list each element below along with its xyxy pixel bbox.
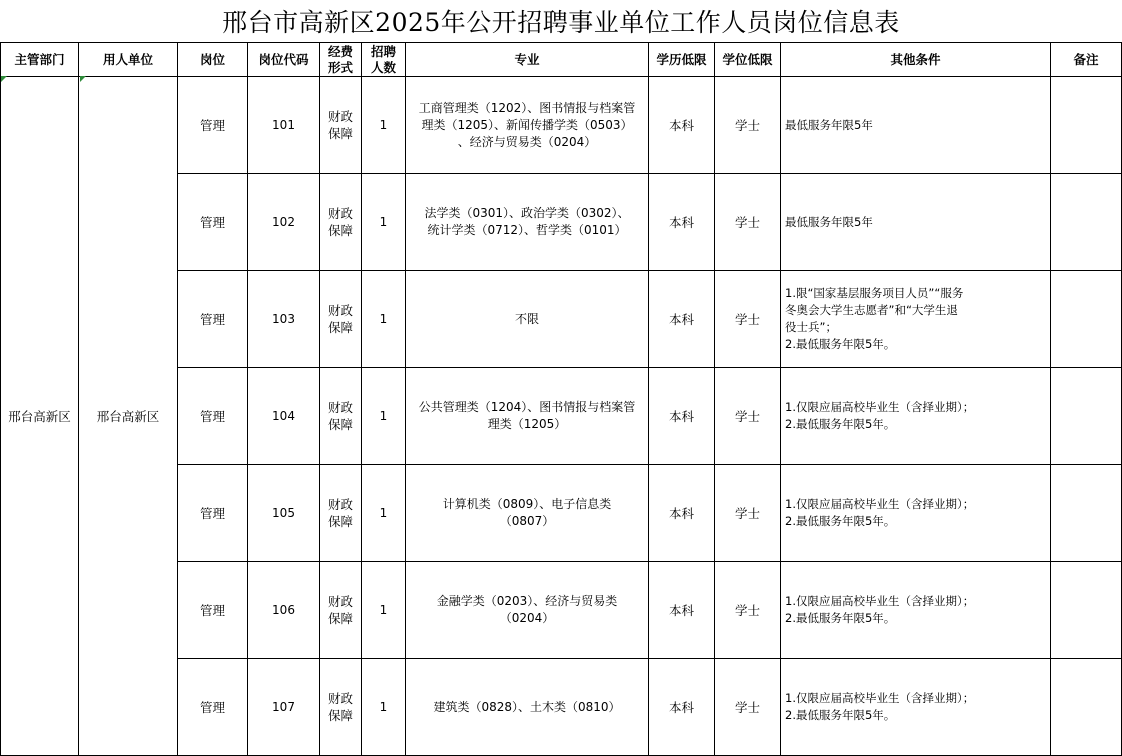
code-cell: 102	[248, 174, 320, 271]
funding-cell	[320, 465, 362, 562]
remark-cell	[1051, 368, 1122, 465]
funding-line: 财政	[327, 109, 353, 124]
funding-cell	[320, 174, 362, 271]
degree-cell: 学士	[715, 271, 781, 368]
condition-line: 最低服务年限5年	[785, 214, 873, 229]
major-line: 工商管理类（1202）、图书情报与档案管	[418, 100, 636, 115]
edu-cell: 本科	[649, 77, 715, 174]
condition-line: 2.最低服务年限5年。	[785, 337, 896, 351]
funding-line: 财政	[327, 594, 353, 609]
post-cell: 管理	[178, 174, 248, 271]
cell-comment-marker	[1, 76, 7, 82]
condition-line: 冬奥会大学生志愿者”和“大学生退	[785, 303, 958, 317]
major-line: （0807）	[499, 514, 555, 528]
major-line: 计算机类（0809）、电子信息类	[442, 497, 612, 511]
condition-line: 2.最低服务年限5年。	[785, 514, 896, 528]
remark-cell	[1051, 271, 1122, 368]
edu-cell: 本科	[649, 271, 715, 368]
major-cell	[406, 271, 649, 368]
degree-cell: 学士	[715, 77, 781, 174]
major-line: 理类（1205）	[487, 417, 567, 431]
major-line: 、经济与贸易类（0204）	[457, 134, 597, 149]
funding-line: 保障	[327, 417, 353, 432]
condition-cell	[781, 77, 1051, 174]
major-cell	[406, 659, 649, 756]
post-cell: 管理	[178, 368, 248, 465]
remark-cell	[1051, 174, 1122, 271]
condition-cell	[781, 562, 1051, 659]
header-funding-line1: 经费	[327, 43, 353, 59]
degree-cell: 学士	[715, 465, 781, 562]
edu-cell: 本科	[649, 174, 715, 271]
degree-cell: 学士	[715, 368, 781, 465]
funding-line: 财政	[327, 400, 353, 415]
edu-cell: 本科	[649, 562, 715, 659]
header-funding	[320, 43, 362, 77]
funding-cell	[320, 562, 362, 659]
remark-cell	[1051, 659, 1122, 756]
header-num-line2: 人数	[370, 59, 396, 75]
condition-line: 役士兵”；	[785, 320, 837, 334]
funding-line: 保障	[327, 320, 353, 335]
condition-cell	[781, 174, 1051, 271]
funding-line: 财政	[327, 206, 353, 221]
funding-line: 财政	[327, 303, 353, 318]
dept-cell: 邢台高新区	[1, 77, 79, 756]
funding-line: 财政	[327, 497, 353, 512]
major-line: 统计学类（0712）、哲学类（0101）	[427, 223, 627, 237]
major-line: 公共管理类（1204）、图书情报与档案管	[418, 400, 636, 414]
major-cell	[406, 465, 649, 562]
edu-cell: 本科	[649, 368, 715, 465]
condition-line: 1.仅限应届高校毕业生（含择业期）；	[785, 691, 975, 705]
major-cell	[406, 562, 649, 659]
condition-line: 1.仅限应届高校毕业生（含择业期）；	[785, 594, 975, 608]
header-funding-line2: 形式	[327, 59, 353, 75]
major-line: 理类（1205）、新闻传播学类（0503）	[421, 117, 633, 132]
condition-line: 2.最低服务年限5年。	[785, 708, 896, 722]
remark-cell	[1051, 562, 1122, 659]
major-line: （0204）	[499, 611, 555, 625]
funding-line: 财政	[327, 691, 353, 706]
major-cell	[406, 77, 649, 174]
post-cell: 管理	[178, 271, 248, 368]
table-title: 邢台市高新区2025年公开招聘事业单位工作人员岗位信息表	[222, 8, 900, 37]
code-cell: 103	[248, 271, 320, 368]
funding-cell	[320, 659, 362, 756]
condition-cell	[781, 659, 1051, 756]
condition-line: 1.仅限应届高校毕业生（含择业期）；	[785, 497, 975, 511]
edu-cell: 本科	[649, 465, 715, 562]
funding-line: 保障	[327, 223, 353, 238]
header-degree: 学位低限	[715, 43, 781, 77]
post-cell: 管理	[178, 465, 248, 562]
num-cell: 1	[362, 174, 406, 271]
degree-cell: 学士	[715, 562, 781, 659]
job-table-container	[0, 42, 1122, 756]
condition-line: 2.最低服务年限5年。	[785, 417, 896, 431]
table-body	[1, 77, 1122, 756]
post-cell: 管理	[178, 562, 248, 659]
num-cell: 1	[362, 368, 406, 465]
major-cell	[406, 368, 649, 465]
condition-cell	[781, 271, 1051, 368]
header-edu: 学历低限	[649, 43, 715, 77]
degree-cell: 学士	[715, 659, 781, 756]
major-line: 法学类（0301）、政治学类（0302）、	[424, 206, 630, 220]
funding-cell	[320, 368, 362, 465]
header-major: 专业	[406, 43, 649, 77]
header-row	[1, 43, 1122, 77]
header-unit: 用人单位	[79, 43, 178, 77]
header-code: 岗位代码	[248, 43, 320, 77]
condition-line: 1.仅限应届高校毕业生（含择业期）；	[785, 400, 975, 414]
code-cell: 104	[248, 368, 320, 465]
num-cell: 1	[362, 271, 406, 368]
num-cell: 1	[362, 465, 406, 562]
remark-cell	[1051, 77, 1122, 174]
major-cell	[406, 174, 649, 271]
major-line: 建筑类（0828）、土木类（0810）	[433, 699, 621, 714]
num-cell: 1	[362, 77, 406, 174]
cell-comment-marker	[80, 76, 86, 82]
header-remark: 备注	[1051, 43, 1122, 77]
code-cell: 107	[248, 659, 320, 756]
num-cell: 1	[362, 562, 406, 659]
code-cell: 106	[248, 562, 320, 659]
condition-cell	[781, 465, 1051, 562]
code-cell: 105	[248, 465, 320, 562]
condition-line: 最低服务年限5年	[785, 117, 873, 132]
major-line: 不限	[514, 311, 539, 326]
header-num-line1: 招聘	[370, 43, 396, 59]
edu-cell: 本科	[649, 659, 715, 756]
header-cond: 其他条件	[781, 43, 1051, 77]
remark-cell	[1051, 465, 1122, 562]
condition-line: 2.最低服务年限5年。	[785, 611, 896, 625]
funding-line: 保障	[327, 708, 353, 723]
job-table	[0, 42, 1122, 756]
funding-line: 保障	[327, 514, 353, 529]
funding-line: 保障	[327, 126, 353, 141]
num-cell: 1	[362, 659, 406, 756]
degree-cell: 学士	[715, 174, 781, 271]
condition-cell	[781, 368, 1051, 465]
header-dept: 主管部门	[1, 43, 79, 77]
funding-cell	[320, 77, 362, 174]
code-cell: 101	[248, 77, 320, 174]
condition-line: 1.限“国家基层服务项目人员”“服务	[785, 286, 964, 300]
funding-cell	[320, 271, 362, 368]
table-row	[1, 77, 1122, 174]
post-cell: 管理	[178, 77, 248, 174]
funding-line: 保障	[327, 611, 353, 626]
header-post: 岗位	[178, 43, 248, 77]
major-line: 金融学类（0203）、经济与贸易类	[436, 594, 618, 608]
header-num	[362, 43, 406, 77]
unit-cell: 邢台高新区	[79, 77, 178, 756]
post-cell: 管理	[178, 659, 248, 756]
